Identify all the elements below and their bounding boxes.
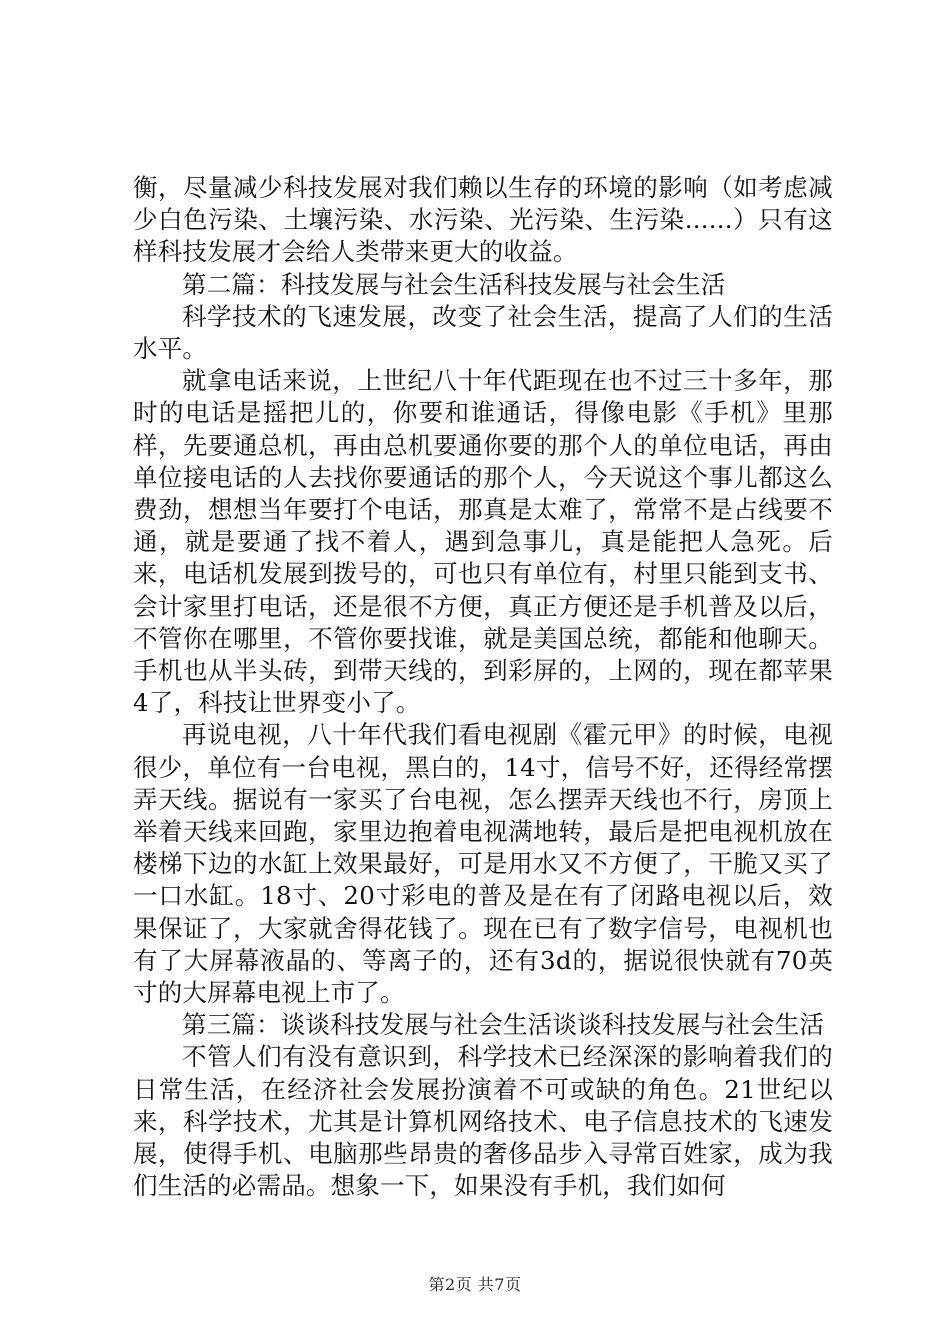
page-footer: 第2页 共7页 [428, 1275, 522, 1294]
document-body [133, 172, 833, 1203]
paragraph-1: 衡，尽量减少科技发展对我们赖以生存的环境的影响（如考虑减少白色污染、土壤污染、水污染、光污染、生污染......）只有这样科技发展才会给人类带来更大的收益。 [133, 173, 833, 267]
section-heading-3: 第三篇：谈谈科技发展与社会生活谈谈科技发展与社会生活 [182, 1010, 825, 1040]
paragraph-2: 科学技术的飞速发展，改变了社会生活，提高了人们的生活水平。 [133, 301, 833, 364]
paragraph-4: 再说电视，八十年代我们看电视剧《霍元甲》的时候，电视很少，单位有一台电视，黑白的，14寸，信号不好，还得经常摆弄天线。据说有一家买了台电视，怎么摆弄天线也不行，房顶上举着天线来回跑，家里边抱着电视满地转，最后是把电视机放在楼梯下边的水缸上效果最好，可是用水又不方便了，干脆又买了一口水缸。18寸、20寸彩电的普及是在有了闭路电视以后，效果保证了，大家就舍得花钱了。现在已有了数字信号，电视机也有了大屏幕液晶的、等离子的，还有3d的，据说很快就有70英寸的大屏幕电视上市了。 [133, 720, 833, 1008]
paragraph-5: 不管人们有没有意识到，科学技术已经深深的影响着我们的日常生活，在经济社会发展扮演着不可或缺的角色。21世纪以来，科学技术，尤其是计算机网络技术、电子信息技术的飞速发展，使得手机、电脑那些昂贵的奢侈品步入寻常百姓家，成为我们生活的必需品。想象一下，如果没有手机，我们如何 [133, 1042, 833, 1201]
paragraph-3: 就拿电话来说，上世纪八十年代距现在也不过三十多年，那时的电话是摇把儿的，你要和谁通话，得像电影《手机》里那样，先要通总机，再由总机要通你要的那个人的单位电话，再由单位接电话的人去找你要通话的那个人，今天说这个事儿都这么费劲，想想当年要打个电话，那真是太难了，常常不是占线要不通，就是要通了找不着人，遇到急事儿，真是能把人急死。后来，电话机发展到拨号的，可也只有单位有，村里只能到支书、会计家里打电话，还是很不方便，真正方便还是手机普及以后，不管你在哪里，不管你要找谁，就是美国总统，都能和他聊天。手机也从半头砖，到带天线的，到彩屏的，上网的，现在都苹果4了，科技让世界变小了。 [133, 366, 833, 718]
section-heading-2: 第二篇：科技发展与社会生活科技发展与社会生活 [182, 269, 726, 299]
